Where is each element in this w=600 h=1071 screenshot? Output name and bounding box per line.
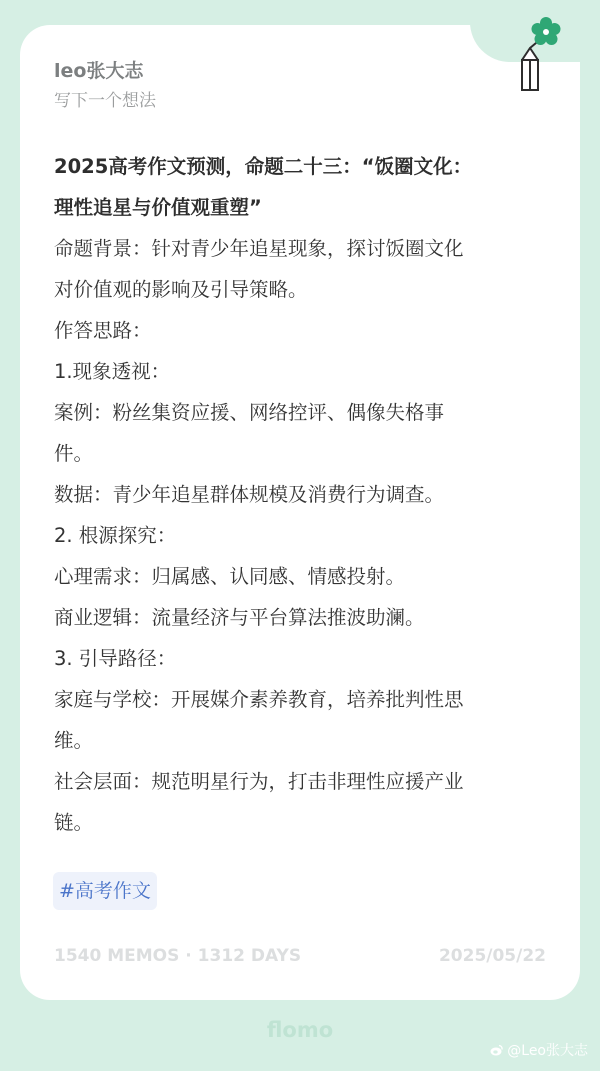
memo-text-line: 数据：青少年追星群体规模及消费行为调查。 (54, 483, 445, 506)
memo-text-line: 维。 (54, 729, 94, 752)
memo-text-line: 1.现象透视： (54, 360, 171, 383)
memo-date: 2025/05/22 (438, 946, 546, 966)
memo-text-line: 作答思路： (54, 319, 152, 342)
memo-stats: 1540 MEMOS · 1312 DAYS (54, 946, 302, 966)
brand-logo: flomo (266, 1018, 334, 1042)
memo-text-line: 心理需求：归属感、认同感、情感投射。 (54, 565, 406, 588)
memo-title-line: 理性追星与价值观重塑” (54, 196, 262, 219)
memo-text-line: 商业逻辑：流量经济与平台算法推波助澜。 (54, 606, 425, 629)
memo-header (54, 58, 156, 114)
write-prompt[interactable]: 写下一个想法 (54, 91, 156, 111)
pencil-flower-icon (500, 8, 570, 98)
memo-text-line: 3. 引导路径： (54, 647, 177, 670)
memo-content (54, 146, 554, 843)
memo-text-line: 件。 (54, 442, 94, 465)
memo-text-line: 案例：粉丝集资应援、网络控评、偶像失格事 (54, 401, 445, 424)
author-name: leo张大志 (54, 60, 144, 82)
memo-text-line: 命题背景：针对青少年追星现象，探讨饭圈文化 (54, 237, 464, 260)
weibo-icon (490, 1043, 504, 1057)
memo-title-line: 2025高考作文预测，命题二十三：“饭圈文化： (54, 155, 473, 178)
memo-text-line: 链。 (54, 811, 94, 834)
hashtag-chip[interactable]: #高考作文 (53, 872, 157, 910)
memo-text-line: 家庭与学校：开展媒介素养教育，培养批判性思 (54, 688, 464, 711)
memo-text-line: 2. 根源探究： (54, 524, 177, 547)
memo-text-line: 社会层面：规范明星行为，打击非理性应援产业 (54, 770, 464, 793)
memo-text-line: 对价值观的影响及引导策略。 (54, 278, 308, 301)
watermark-text: @Leo张大志 (507, 1043, 588, 1059)
watermark (490, 1040, 588, 1060)
